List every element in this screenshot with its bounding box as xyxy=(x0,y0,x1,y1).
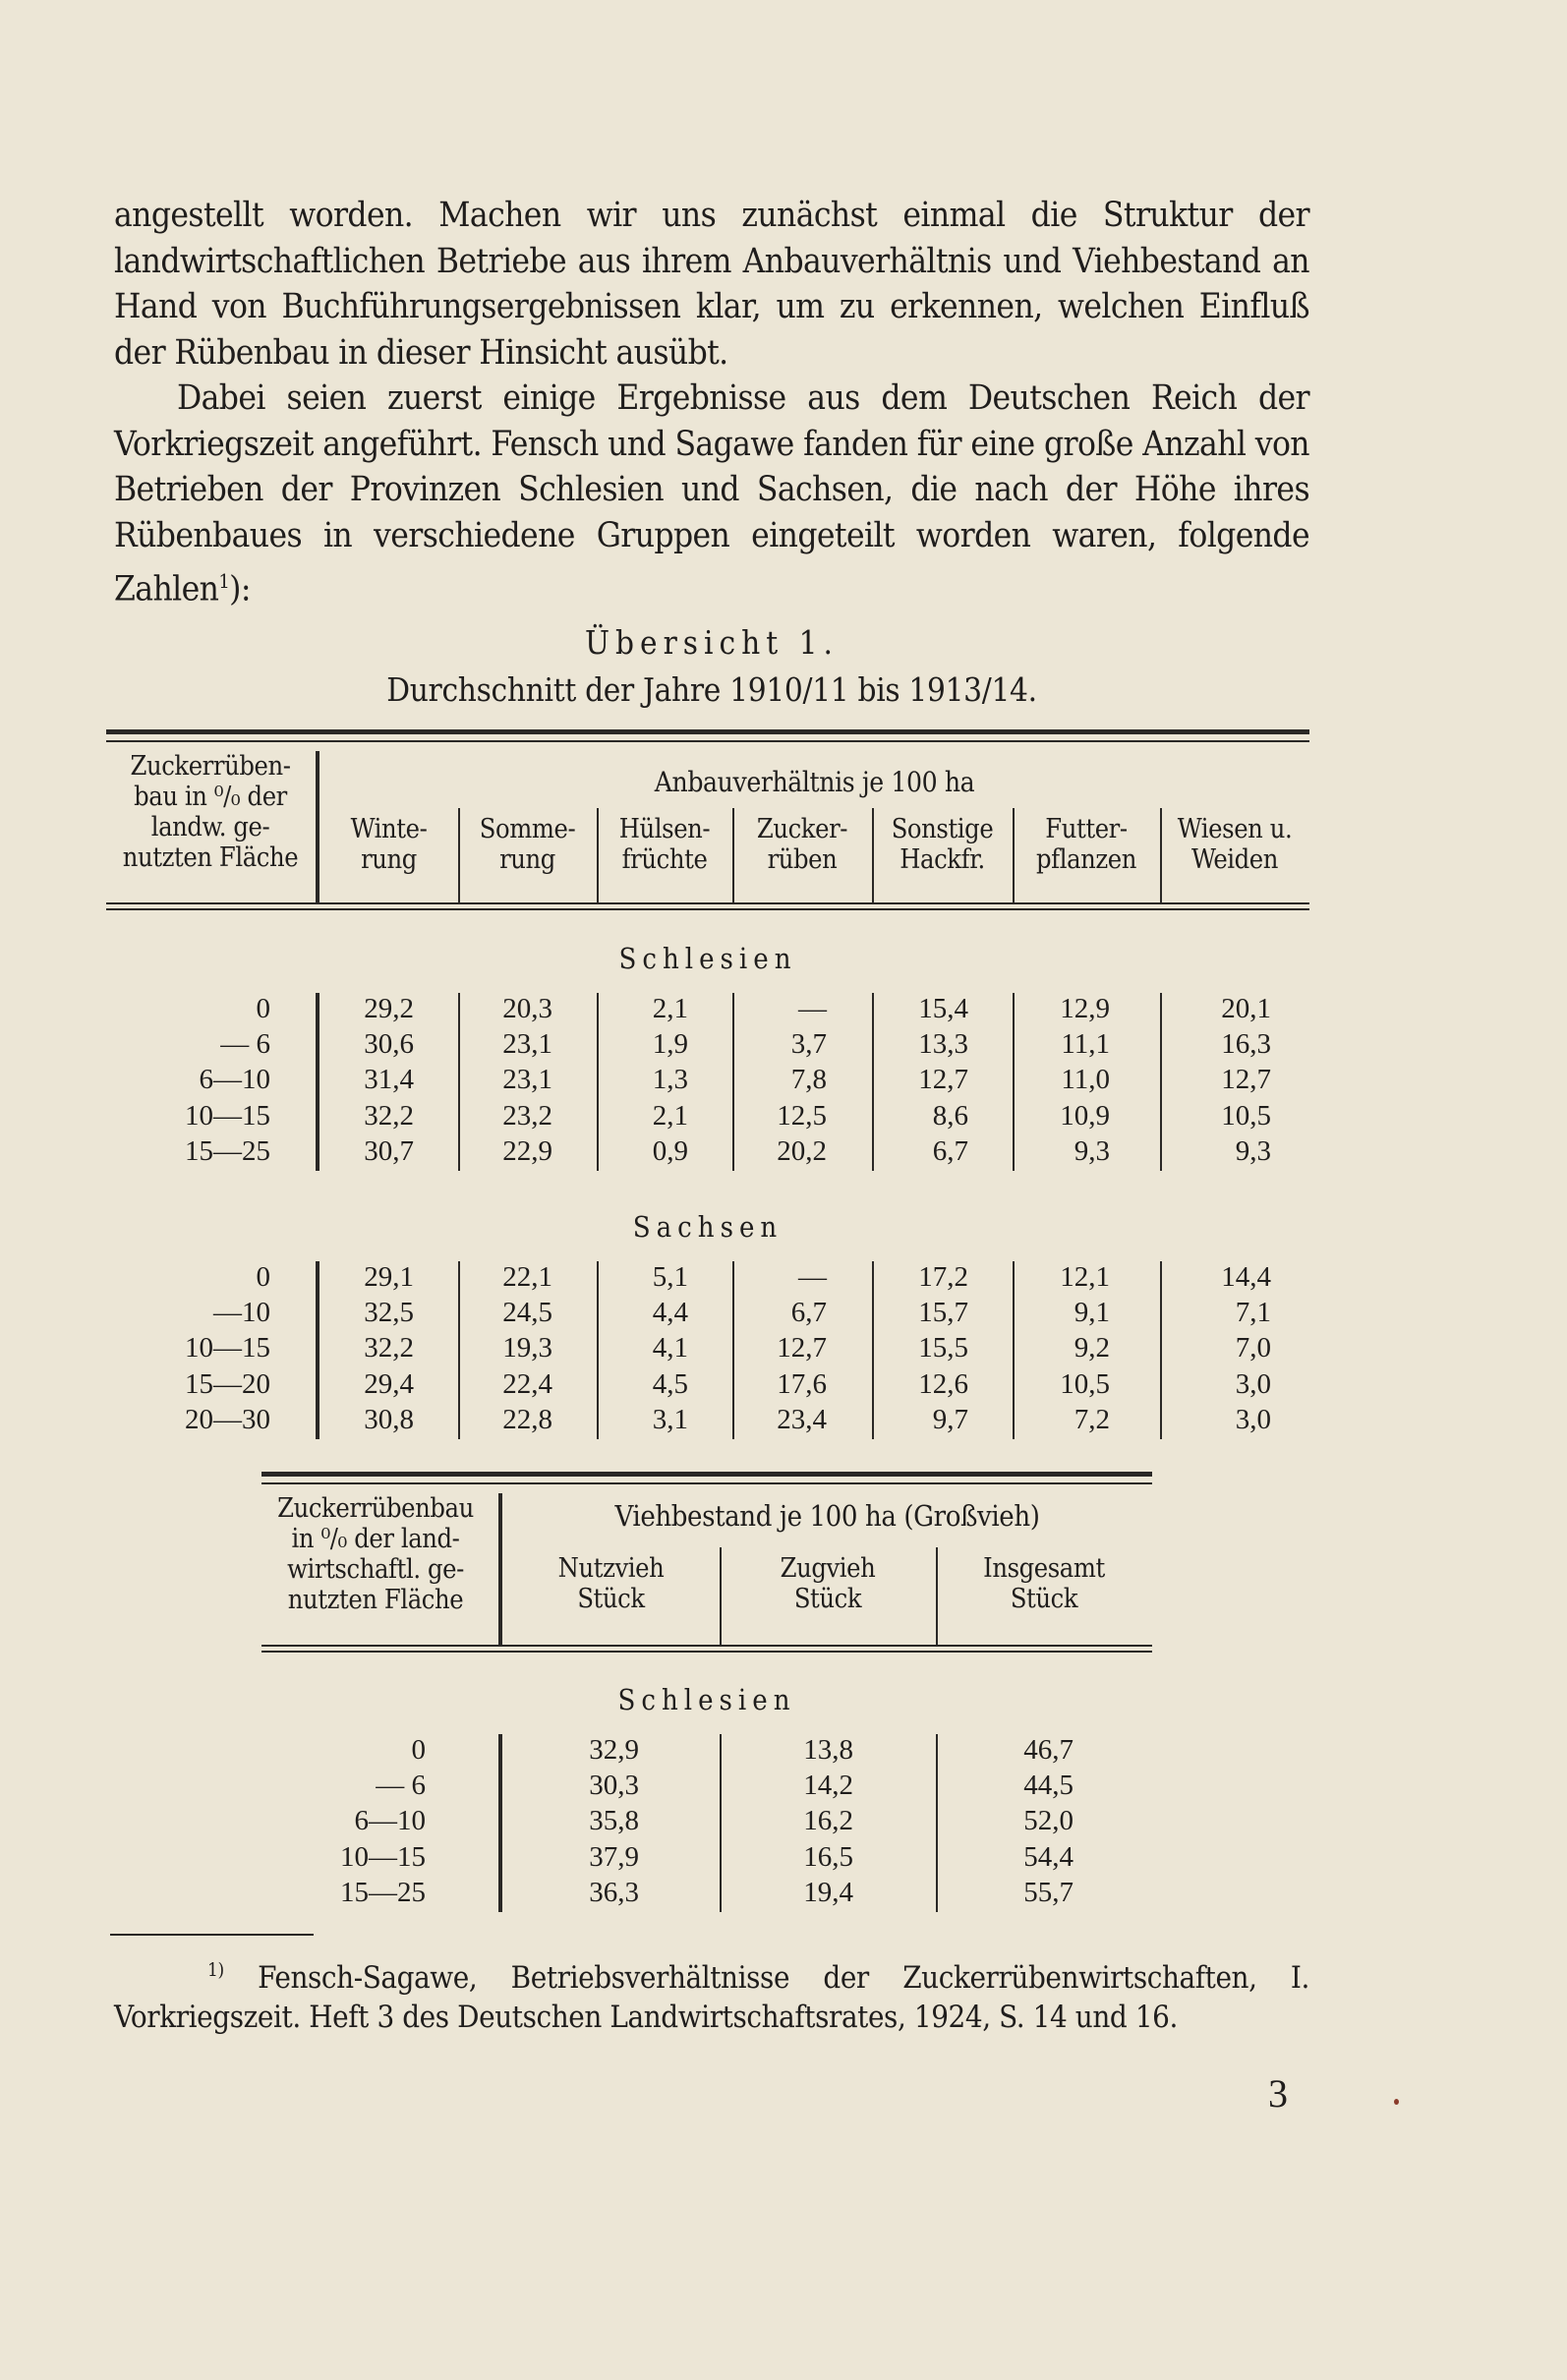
column-divider xyxy=(872,808,874,902)
table-cell: 15,4 xyxy=(918,993,968,1024)
table-cell: 22,9 xyxy=(502,1134,552,1167)
column-divider-body xyxy=(936,1734,938,1912)
table-cell: 23,1 xyxy=(502,1028,552,1061)
table-cell: 20,3 xyxy=(502,993,552,1024)
table-cell: 17,2 xyxy=(918,1261,968,1293)
table-cell: 23,1 xyxy=(502,1064,552,1096)
footnote-text: Fensch-Sagawe, Betriebsverhältnisse der Zuckerrübenwirtschaften, I. Vorkriegszeit. Heft 3 des Deutschen Landwirtschaftsrates, 1924, S. 14 und 16. xyxy=(114,1960,1309,2035)
column-header-line: pflanzen xyxy=(1035,844,1137,875)
page-number: 3 xyxy=(1268,2071,1288,2116)
table-cell: 13,3 xyxy=(918,1028,968,1061)
row-header-line: nutzten Fläche xyxy=(287,1585,464,1615)
column-header xyxy=(1160,814,1309,875)
table-cell: 30,7 xyxy=(364,1134,414,1167)
row-label: 10—15 xyxy=(340,1840,426,1873)
column-header xyxy=(732,814,872,875)
column-header-line: Somme- xyxy=(479,814,576,844)
column-header-line: Hackfr. xyxy=(900,844,985,875)
table-cell: 6,7 xyxy=(790,1297,827,1329)
column-divider-body xyxy=(732,993,734,1171)
row-label: —10 xyxy=(213,1297,270,1329)
table-cell: 3,0 xyxy=(1235,1367,1271,1400)
table-cell: 22,8 xyxy=(502,1403,552,1435)
overview-title: Übersicht 1. xyxy=(585,623,839,662)
table-cell: 11,1 xyxy=(1061,1028,1110,1061)
column-header-line: Futter- xyxy=(1045,814,1128,844)
group-header: Anbauverhältnis je 100 ha xyxy=(654,766,975,798)
column-header-line: Insgesamt xyxy=(983,1553,1105,1584)
table-cell: 14,4 xyxy=(1221,1261,1271,1293)
table-cell: 9,2 xyxy=(1074,1332,1110,1364)
column-header-line: Zucker- xyxy=(756,814,848,844)
column-header xyxy=(872,814,1013,875)
column-header xyxy=(1013,814,1160,875)
column-header-line: rüben xyxy=(767,844,838,875)
table-cell: 22,4 xyxy=(502,1367,552,1400)
table-header-rule-2 xyxy=(261,1651,1152,1653)
table-cell: 32,9 xyxy=(589,1734,639,1766)
row-header-line: nutzten Fläche xyxy=(122,842,299,873)
column-divider xyxy=(458,808,460,902)
column-divider-body xyxy=(872,993,874,1171)
table-cell: 30,8 xyxy=(364,1403,414,1435)
table-cell: 12,9 xyxy=(1060,993,1110,1024)
column-divider-body xyxy=(458,1261,460,1439)
column-header xyxy=(458,814,597,875)
table-cell: 12,5 xyxy=(777,1099,827,1132)
table-cell: 7,0 xyxy=(1235,1332,1271,1364)
column-header-line: rung xyxy=(499,844,555,875)
table-cell: 6,7 xyxy=(932,1134,968,1167)
paragraph-2-end: ): xyxy=(229,569,251,610)
paper-speck xyxy=(1394,2099,1399,2105)
section-title: Schlesien xyxy=(618,942,797,975)
paragraph-1: angestellt worden. Machen wir uns zunächst einmal die Struktur der landwirtschaftlichen Betriebe aus ihrem Anbauverhältnis und Viehbestand an Hand von Buchführungsergebnissen klar, um zu erkennen, welchen Einfluß der Rübenbau in dieser Hinsicht ausübt. xyxy=(114,196,1309,373)
column-header-line: Hülsen- xyxy=(618,814,711,844)
table-cell: 2,1 xyxy=(652,1099,688,1132)
column-divider-body xyxy=(597,1261,599,1439)
table-cell: 29,4 xyxy=(364,1367,414,1400)
table-cell: 16,5 xyxy=(803,1840,853,1873)
column-divider-body xyxy=(458,993,460,1171)
column-divider-body xyxy=(597,993,599,1171)
table-cell: 7,1 xyxy=(1235,1297,1271,1329)
row-label: 6—10 xyxy=(354,1805,426,1837)
row-label: 10—15 xyxy=(185,1099,270,1132)
column-header-line: früchte xyxy=(621,844,708,875)
table-cell: 1,3 xyxy=(652,1064,688,1096)
table-top-rule-thin xyxy=(261,1482,1152,1484)
table-cell: 16,3 xyxy=(1221,1028,1271,1061)
table-cell: 55,7 xyxy=(1023,1876,1074,1908)
row-label: 6—10 xyxy=(199,1064,270,1096)
paragraph-2 xyxy=(114,376,1309,612)
table-cell: 17,6 xyxy=(777,1367,827,1400)
row-header xyxy=(261,1493,490,1615)
table-cell: 10,5 xyxy=(1060,1367,1110,1400)
column-divider xyxy=(720,1547,722,1645)
table-cell: 36,3 xyxy=(589,1876,639,1908)
table-cell: 12,7 xyxy=(918,1064,968,1096)
footnote xyxy=(114,1950,1309,2037)
table-cell: 23,2 xyxy=(502,1099,552,1132)
column-divider-body xyxy=(732,1261,734,1439)
stub-divider-body xyxy=(316,1261,319,1439)
column-divider-body xyxy=(1160,1261,1162,1439)
column-divider-body xyxy=(872,1261,874,1439)
table-top-rule-thick xyxy=(106,729,1309,734)
table-cell: 23,4 xyxy=(777,1403,827,1435)
table-cell: 9,7 xyxy=(932,1403,968,1435)
table-cell: 32,2 xyxy=(364,1332,414,1364)
row-label: 15—25 xyxy=(340,1876,426,1908)
table-cell: 19,4 xyxy=(803,1876,853,1908)
table-cell: 20,1 xyxy=(1221,993,1271,1024)
table-header-rule-1 xyxy=(261,1645,1152,1647)
table-cell: 3,7 xyxy=(790,1028,827,1061)
paragraph-2-text: Dabei seien zuerst einige Ergebnisse aus dem Deutschen Reich der Vorkriegszeit angeführt. Fensch und Sagawe fanden für eine große Anzahl von Betrieben der Provinzen Schlesien und Sachsen, die nach der Höhe ihres Rübenbaues in verschiedene Gruppen eingeteilt worden waren, folgende Zahlen xyxy=(114,378,1309,610)
row-label: 15—25 xyxy=(185,1134,270,1167)
table-header-rule-2 xyxy=(106,908,1309,910)
table-cell: 1,9 xyxy=(652,1028,688,1061)
table-cell: 7,8 xyxy=(790,1064,827,1096)
row-label: — 6 xyxy=(376,1770,426,1802)
overview-subtitle: Durchschnitt der Jahre 1910/11 bis 1913/14. xyxy=(386,670,1037,709)
row-header-line: landw. ge- xyxy=(150,812,270,842)
column-divider xyxy=(597,808,599,902)
row-label: 15—20 xyxy=(185,1367,270,1400)
table-cell: 11,0 xyxy=(1061,1064,1110,1096)
column-divider-body xyxy=(1013,993,1015,1171)
table-cell: 3,0 xyxy=(1235,1403,1271,1435)
table-cell: 16,2 xyxy=(803,1805,853,1837)
table-cell: 9,1 xyxy=(1074,1297,1110,1329)
table-cell: 10,9 xyxy=(1060,1099,1110,1132)
table-cell: 9,3 xyxy=(1235,1134,1271,1167)
row-header-line: in ⁰/₀ der land- xyxy=(291,1524,460,1554)
column-divider-body xyxy=(1160,993,1162,1171)
column-divider xyxy=(1160,808,1162,902)
table-header-rule-1 xyxy=(106,902,1309,904)
column-header-line: Weiden xyxy=(1190,844,1279,875)
table-cell: 0,9 xyxy=(652,1134,688,1167)
table-cell: 3,1 xyxy=(652,1403,688,1435)
column-divider xyxy=(732,808,734,902)
column-header xyxy=(502,1553,720,1614)
column-header-line: Stück xyxy=(577,1584,645,1614)
table-cell: 15,7 xyxy=(918,1297,968,1329)
table-cell: 4,5 xyxy=(652,1367,688,1400)
table-top-rule-thin xyxy=(106,740,1309,742)
table-cell: 8,6 xyxy=(932,1099,968,1132)
table-cell: 35,8 xyxy=(589,1805,639,1837)
column-header-line: Wiesen u. xyxy=(1177,814,1293,844)
table-cell: 10,5 xyxy=(1221,1099,1271,1132)
table-cell: 29,1 xyxy=(364,1261,414,1293)
section-title: Schlesien xyxy=(617,1683,796,1716)
row-header-line: bau in ⁰/₀ der xyxy=(134,782,287,812)
column-divider-body xyxy=(1013,1261,1015,1439)
column-header xyxy=(720,1553,936,1614)
table-cell: 9,3 xyxy=(1074,1134,1110,1167)
table-cell: 14,2 xyxy=(803,1770,853,1802)
row-header xyxy=(106,751,315,873)
table-cell: 31,4 xyxy=(364,1064,414,1096)
table-cell: 24,5 xyxy=(502,1297,552,1329)
row-label: 10—15 xyxy=(185,1332,270,1364)
table-cell: 19,3 xyxy=(502,1332,552,1364)
section-title: Sachsen xyxy=(632,1210,784,1244)
table-cell: 32,5 xyxy=(364,1297,414,1329)
row-header-line: wirtschaftl. ge- xyxy=(287,1554,464,1585)
footnote-reference[interactable]: 1 xyxy=(218,569,230,593)
stub-divider-body xyxy=(498,1734,502,1912)
table-cell: 4,4 xyxy=(652,1297,688,1329)
column-divider xyxy=(936,1547,938,1645)
column-header-line: Stück xyxy=(1010,1584,1078,1614)
column-header-line: rung xyxy=(361,844,417,875)
column-divider-body xyxy=(720,1734,722,1912)
column-header-line: Stück xyxy=(793,1584,862,1614)
column-divider xyxy=(1013,808,1015,902)
column-header xyxy=(936,1553,1152,1614)
table-cell: 13,8 xyxy=(803,1734,853,1766)
table-cell: 15,5 xyxy=(918,1332,968,1364)
table-cell: 29,2 xyxy=(364,993,414,1024)
table-cell: — xyxy=(798,1261,827,1293)
footnote-divider xyxy=(110,1934,314,1936)
table-cell: 5,1 xyxy=(652,1261,688,1293)
row-label: 20—30 xyxy=(185,1403,270,1435)
row-label: 0 xyxy=(256,993,270,1024)
group-header: Viehbestand je 100 ha (Großvieh) xyxy=(614,1499,1040,1533)
table-cell: 46,7 xyxy=(1023,1734,1074,1766)
table-cell: — xyxy=(798,993,827,1024)
table-cell: 12,6 xyxy=(918,1367,968,1400)
row-label: — 6 xyxy=(220,1028,270,1061)
row-header-line: Zuckerrüben- xyxy=(130,751,291,782)
table-cell: 7,2 xyxy=(1074,1403,1110,1435)
table-cell: 20,2 xyxy=(777,1134,827,1167)
table-top-rule-thick xyxy=(261,1472,1152,1477)
body-text xyxy=(114,193,1309,612)
table-cell: 44,5 xyxy=(1023,1770,1074,1802)
column-header xyxy=(319,814,458,875)
table-cell: 2,1 xyxy=(652,993,688,1024)
table-cell: 30,6 xyxy=(364,1028,414,1061)
row-label: 0 xyxy=(411,1734,426,1766)
table-cell: 32,2 xyxy=(364,1099,414,1132)
row-header-line: Zuckerrübenbau xyxy=(277,1493,474,1524)
table-cell: 22,1 xyxy=(502,1261,552,1293)
table-cell: 30,3 xyxy=(589,1770,639,1802)
table-cell: 54,4 xyxy=(1023,1840,1074,1873)
column-header-line: Winte- xyxy=(350,814,428,844)
footnote-marker: 1) xyxy=(207,1959,224,1981)
column-header xyxy=(597,814,732,875)
column-header-line: Zugvieh xyxy=(780,1553,876,1584)
row-label: 0 xyxy=(256,1261,270,1293)
stub-divider-body xyxy=(316,993,319,1171)
column-header-line: Sonstige xyxy=(891,814,994,844)
column-header-line: Nutzvieh xyxy=(557,1553,665,1584)
table-cell: 12,7 xyxy=(1221,1064,1271,1096)
table-cell: 12,1 xyxy=(1060,1261,1110,1293)
table-cell: 52,0 xyxy=(1023,1805,1074,1837)
table-cell: 4,1 xyxy=(652,1332,688,1364)
table-cell: 12,7 xyxy=(777,1332,827,1364)
table-cell: 37,9 xyxy=(589,1840,639,1873)
